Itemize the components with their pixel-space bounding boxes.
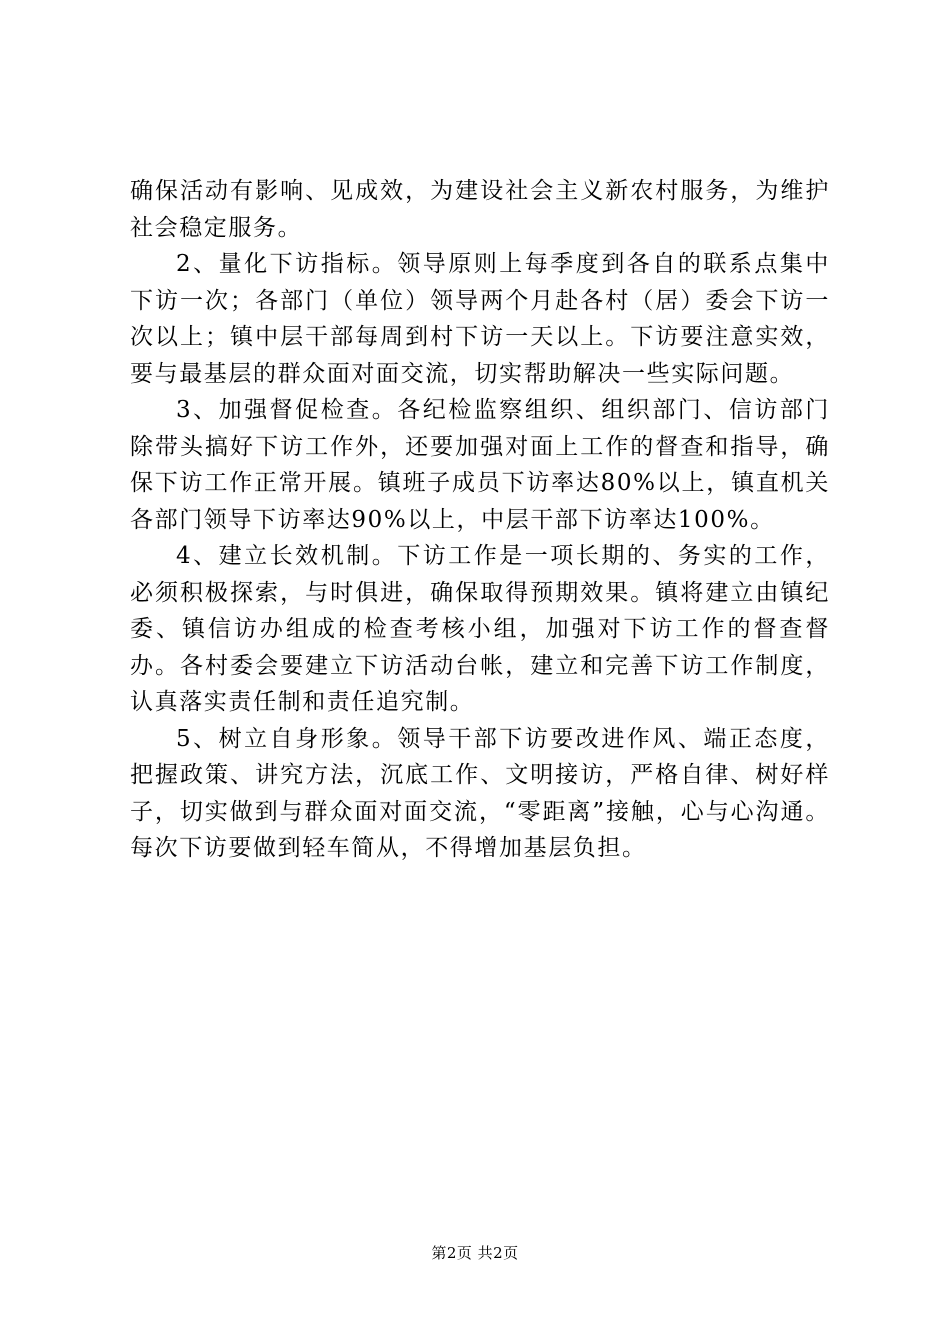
paragraph-item-2: 2、量化下访指标。领导原则上每季度到各自的联系点集中下访一次；各部门（单位）领导两个月赴各村（居）委会下访一次以上；镇中层干部每周到村下访一天以上。下访要注意实效，要与最基层的群众面对面交流，切实帮助解决一些实际问题。 [130, 251, 830, 387]
paragraph-item-4: 4、建立长效机制。下访工作是一项长期的、务实的工作，必须积极探索，与时俱进，确保取得预期效果。镇将建立由镇纪委、镇信访办组成的检查考核小组，加强对下访工作的督查督办。各村委会要建立下访活动台帐，建立和完善下访工作制度，认真落实责任制和责任追究制。 [130, 543, 830, 715]
paragraph-item-5: 5、树立自身形象。领导干部下访要改进作风、端正态度，把握政策、讲究方法，沉底工作、文明接访，严格自律、树好样子，切实做到与群众面对面交流，“零距离”接触，心与心沟通。每次下访要做到轻车简从，不得增加基层负担。 [130, 725, 830, 861]
paragraph-item-3: 3、加强督促检查。各纪检监察组织、组织部门、信访部门除带头搞好下访工作外，还要加强对面上工作的督查和指导，确保下访工作正常开展。镇班子成员下访率达80%以上，镇直机关各部门领导下访率达90%以上，中层干部下访率达100%。 [130, 397, 830, 533]
page-number-footer: 第2页 共2页 [431, 1244, 519, 1262]
paragraph-continuation: 确保活动有影响、见成效，为建设社会主义新农村服务，为维护社会稳定服务。 [130, 178, 830, 241]
document-body [130, 173, 830, 867]
